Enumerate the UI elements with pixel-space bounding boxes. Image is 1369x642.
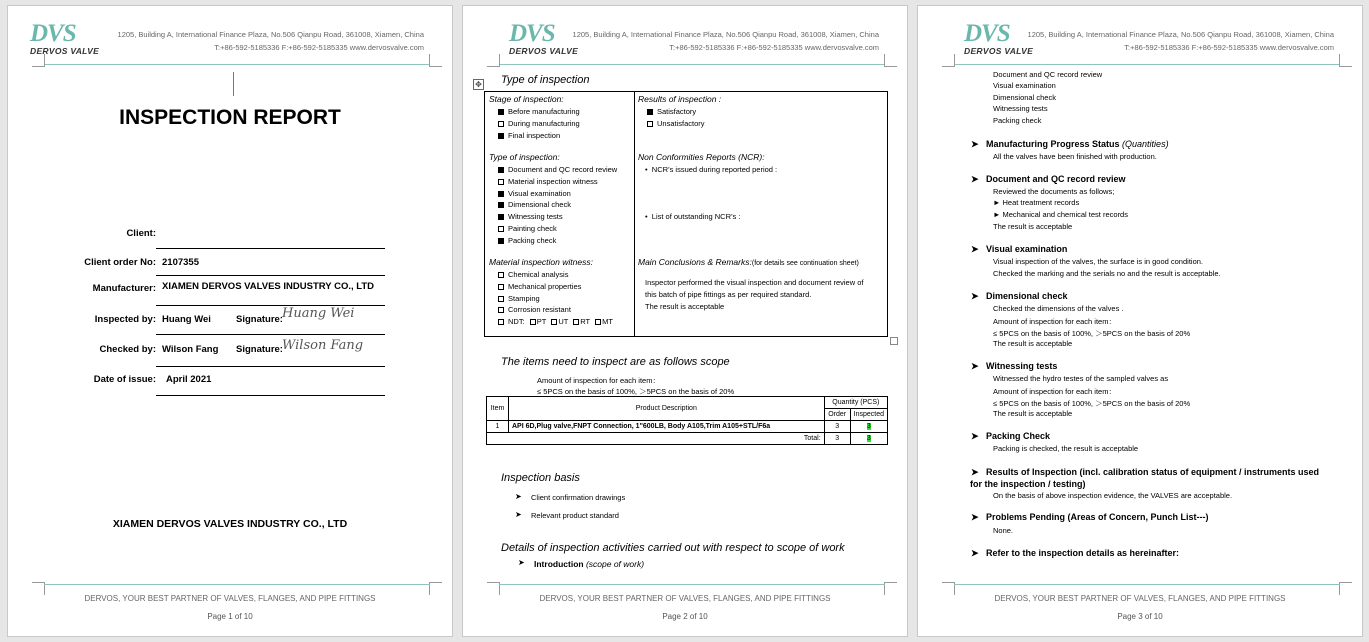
- checkbox-visual[interactable]: Visual examination: [489, 188, 617, 200]
- page-2: DVS DERVOS VALVE 1205, Building A, International Finance Plaza, No.506 Qianpu Road, 361008, Xiamen, China T:+86-592-5185336 F:+86-592-5185335 www.dervosvalve.com ✥ Type of inspection Stage of inspection: Before manufacturing During manufacturing Final inspection Type of inspection: Document and QC record review Material inspection witness Visual examination Dimensional check Witnessing tests Painting check Packing check Material inspection witness: Chemical analysis Mechanical properties Stamping Corrosion resistant NDT: PT UT RT MT Results of inspection : Satisfactory Unsatisfactory Non Conformities Reports (NCR): • NCR’s issued during reported period : • List of outstanding NCR’s : Main Conclusions & Remarks:(for details see continuation sheet) Inspector performed the visual inspection and document review of this batch of pipe fittings as per required standard. The result is acceptable The items need to inspect are as follows scope Amount of inspection for each item： ≤ 5PCS on the basis of 100%, ＞5PCS on the basis of 20% Item Product Description Quantity (PCS) Order Inspected 1 API 6D,Plug valve,FNPT Connection, 1"600LB, Body A105,Trim A105+STL/F6a 3 3 Total: 3 3 Inspection basis ➤ Client confirmation drawings ➤ Relevant product standard Details of inspection activities carried out with respect to scope of work ➤ Introduction (scope of work) DERVOS, YOUR BEST PARTNER OF VALVES, FLANGES, AND PIPE FITTINGS Page 2 of 10: [463, 6, 907, 636]
- header-divider: [499, 64, 885, 65]
- scope-heading: The items need to inspect are as follows scope: [501, 356, 730, 368]
- checkbox-stamping[interactable]: Stamping: [489, 293, 613, 305]
- page-3: DVS DERVOS VALVE 1205, Building A, International Finance Plaza, No.506 Qianpu Road, 361008, Xiamen, China T:+86-592-5185336 F:+86-592-5185335 www.dervosvalve.com Document and QC record review Visual examination Dimensional check Witnessing tests Packing check ➤ Manufacturing Progress Status (Quantities) All the valves have been finished with production. ➤ Document and QC record review Reviewed the documents as follows; ► Heat treatment records ► Mechanical and chemical test records The result is acceptable ➤ Visual examination Visual inspection of the valves, the surface is in good condition. Checked the marking and the serials no and the result is acceptable. ➤ Dimensional check Checked the dimensions of the valves . Amount of inspection for each item： ≤ 5PCS on the basis of 100%, ＞5PCS on the basis of 20% The result is acceptable ➤ Witnessing tests Witnessed the hydro testes of the sampled valves as Amount of inspection for each item： ≤ 5PCS on the basis of 100%, ＞5PCS on the basis of 20% The result is acceptable ➤ Packing Check Packing is checked, the result is acceptable ➤ Results of Inspection (incl. calibration status of equipment / instruments used for the inspection / testing) On the basis of above inspection evidence, the VALVES are acceptable. ➤ Problems Pending (Areas of Concern, Punch List---) None. ➤ Refer to the inspection details as hereinafter: DERVOS, YOUR BEST PARTNER OF VALVES, FLANGES, AND PIPE FITTINGS Page 3 of 10: [918, 6, 1362, 636]
- type-of-inspection-heading: Type of inspection: [501, 74, 590, 86]
- checkbox-mechanical[interactable]: Mechanical properties: [489, 281, 613, 293]
- table-total-row: Total: 3 3: [487, 433, 888, 445]
- checkbox-icon: [498, 272, 504, 278]
- inspected-row: Inspected by: Huang Wei Signature: Huang Wei: [28, 314, 388, 336]
- checkbox-icon: [647, 121, 653, 127]
- page-1: [8, 6, 452, 636]
- checkbox-corrosion[interactable]: Corrosion resistant: [489, 304, 613, 316]
- company-logo: DVS DERVOS VALVE: [964, 20, 1034, 56]
- checkbox-material-witness[interactable]: Material inspection witness: [489, 176, 617, 188]
- page-number: Page 3 of 10: [1117, 612, 1163, 621]
- footer-slogan: DERVOS, YOUR BEST PARTNER OF VALVES, FLANGES, AND PIPE FITTINGS: [84, 594, 376, 603]
- checked-row: Checked by: Wilson Fang Signature: Wilson Fang: [28, 344, 388, 366]
- checkbox-icon: [595, 319, 601, 325]
- items-table: Item Product Description Quantity (PCS) Order Inspected 1 API 6D,Plug valve,FNPT Connection, 1"600LB, Body A105,Trim A105+STL/F6a 3 3 Total: 3 3: [486, 396, 888, 445]
- checkbox-doc-review[interactable]: Document and QC record review: [489, 164, 617, 176]
- checkbox-icon: [498, 191, 504, 197]
- checkbox-icon: [498, 109, 504, 115]
- checkbox-icon: [498, 133, 504, 139]
- checkbox-icon: [498, 179, 504, 185]
- checkbox-unsatisfactory[interactable]: Unsatisfactory: [638, 118, 721, 130]
- details-heading: Details of inspection activities carried out with respect to scope of work: [501, 542, 845, 554]
- header-address: 1205, Building A, International Finance Plaza, No.506 Qianpu Road, 361008, Xiamen, China T:+86-592-5185336 F:+86-592-5185335 www.dervosvalve.com: [572, 30, 879, 52]
- checkbox-icon: [498, 214, 504, 220]
- company-logo: DVS DERVOS VALVE: [509, 20, 579, 56]
- manufacturer-row: Manufacturer: XIAMEN DERVOS VALVES INDUSTRY CO., LTD: [28, 283, 388, 305]
- checkbox-icon: [498, 121, 504, 127]
- text-cursor: [233, 72, 234, 96]
- header-divider: [44, 64, 430, 65]
- checkbox-icon: [551, 319, 557, 325]
- checkbox-icon: [498, 167, 504, 173]
- report-title: INSPECTION REPORT: [119, 106, 341, 129]
- date-row: Date of issue: April 2021: [28, 374, 388, 396]
- page-number: Page 2 of 10: [662, 612, 708, 621]
- checkbox-icon: [498, 226, 504, 232]
- signature-2: Wilson Fang: [282, 338, 364, 353]
- checkbox-painting[interactable]: Painting check: [489, 223, 617, 235]
- table-resize-handle[interactable]: [890, 337, 898, 345]
- material-column: Material inspection witness: Chemical analysis Mechanical properties Stamping Corrosion resistant NDT: PT UT RT MT: [489, 257, 613, 327]
- checkbox-icon: [530, 319, 536, 325]
- page-number: Page 1 of 10: [207, 612, 253, 621]
- table-move-handle-icon[interactable]: ✥: [473, 79, 484, 90]
- checkbox-icon: [498, 296, 504, 302]
- type-column: Type of inspection: Document and QC record review Material inspection witness Visual examination Dimensional check Witnessing tests Painting check Packing check: [489, 152, 618, 245]
- table-row: 1 API 6D,Plug valve,FNPT Connection, 1"600LB, Body A105,Trim A105+STL/F6a 3 3: [487, 421, 888, 433]
- signature-1: Huang Wei: [282, 306, 355, 321]
- checkbox-during-manufacturing[interactable]: During manufacturing: [489, 118, 580, 130]
- checkbox-satisfactory[interactable]: Satisfactory: [638, 106, 721, 118]
- checkbox-icon: [498, 202, 504, 208]
- checkbox-packing[interactable]: Packing check: [489, 235, 617, 247]
- order-row: Client order No: 2107355: [28, 257, 388, 279]
- checkbox-icon: [647, 109, 653, 115]
- checkbox-witnessing[interactable]: Witnessing tests: [489, 211, 617, 223]
- checkbox-icon: [498, 238, 504, 244]
- conclusions-column: Main Conclusions & Remarks:(for details see continuation sheet) Inspector performed the visual inspection and document review of this batch of pipe fittings as per required standard. The result is acceptable: [638, 257, 864, 311]
- footer-slogan: DERVOS, YOUR BEST PARTNER OF VALVES, FLANGES, AND PIPE FITTINGS: [539, 594, 831, 603]
- results-column: Results of inspection : Satisfactory Unsatisfactory: [638, 94, 722, 128]
- client-row: Client:: [28, 228, 388, 250]
- header-address: 1205, Building A, International Finance Plaza, No.506 Qianpu Road, 361008, Xiamen, China T:+86-592-5185336 F:+86-592-5185335 www.dervosvalve.com: [1027, 30, 1334, 52]
- checkbox-chemical[interactable]: Chemical analysis: [489, 269, 613, 281]
- checkbox-final-inspection[interactable]: Final inspection: [489, 130, 580, 142]
- company-logo: DVS DERVOS VALVE: [30, 20, 100, 56]
- checkbox-dimensional[interactable]: Dimensional check: [489, 199, 617, 211]
- ncr-column: Non Conformities Reports (NCR): • NCR’s issued during reported period : • List of outstanding NCR’s :: [638, 152, 778, 221]
- checkbox-before-manufacturing[interactable]: Before manufacturing: [489, 106, 580, 118]
- header-divider: [954, 64, 1340, 65]
- inspection-summary-table: [484, 91, 888, 337]
- checkbox-icon: [498, 307, 504, 313]
- footer-slogan: DERVOS, YOUR BEST PARTNER OF VALVES, FLANGES, AND PIPE FITTINGS: [994, 594, 1286, 603]
- checkbox-ndt[interactable]: NDT: PT UT RT MT: [489, 316, 613, 328]
- company-name: XIAMEN DERVOS VALVES INDUSTRY CO., LTD: [112, 518, 348, 530]
- checkbox-icon: [498, 284, 504, 290]
- checkbox-icon: [573, 319, 579, 325]
- checkbox-icon: [498, 319, 504, 325]
- basis-heading: Inspection basis: [501, 472, 580, 484]
- header-address: 1205, Building A, International Finance Plaza, No.506 Qianpu Road, 361008, Xiamen, China T:+86-592-5185336 F:+86-592-5185335 www.dervosvalve.com: [117, 30, 424, 52]
- stage-column: Stage of inspection: Before manufacturing During manufacturing Final inspection: [489, 94, 580, 140]
